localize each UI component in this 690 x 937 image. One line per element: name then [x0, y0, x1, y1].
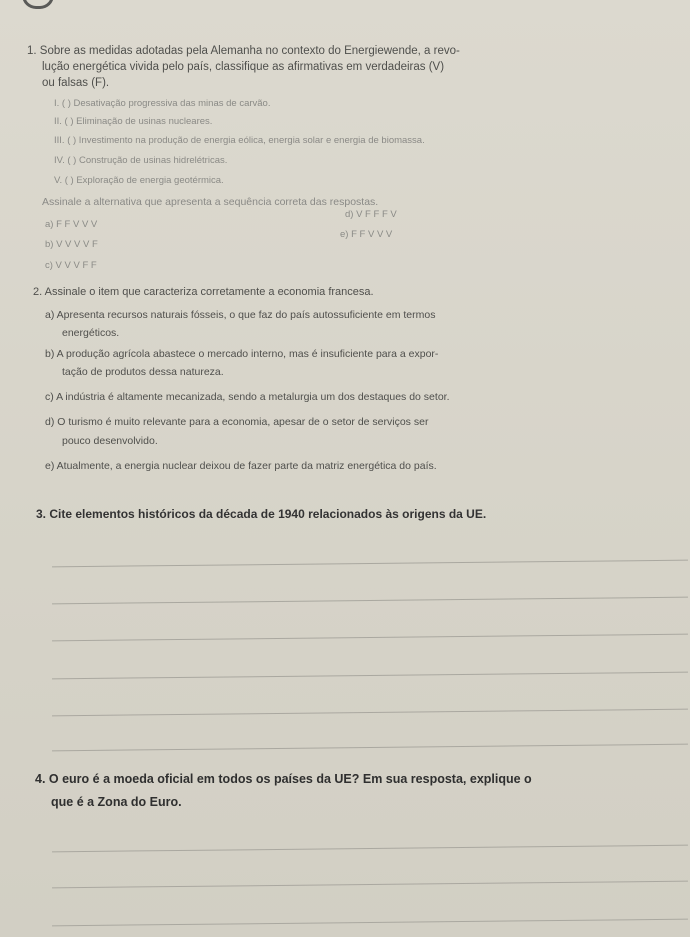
q1-option-a: a) F F V V V	[45, 219, 98, 230]
q1-stem-line1: 1. Sobre as medidas adotadas pela Alemanha no contexto do Energiewende, a revo-	[27, 45, 460, 57]
q2-stem: 2. Assinale o item que caracteriza corretamente a economia francesa.	[33, 286, 374, 298]
q2-option-d-line2: pouco desenvolvido.	[62, 435, 158, 447]
q3-answer-line-2[interactable]	[52, 597, 688, 605]
q2-option-a-line2: energéticos.	[62, 327, 120, 339]
q2-option-c: c) A indústria é altamente mecanizada, sendo a metalurgia um dos destaques do setor.	[45, 391, 450, 403]
q4-answer-line-3[interactable]	[52, 919, 688, 927]
q2-option-b-line2: tação de produtos dessa natureza.	[62, 366, 224, 378]
q1-option-e: e) F F V V V	[340, 229, 393, 240]
q4-stem-line2: que é a Zona do Euro.	[51, 795, 182, 809]
q4-stem-line1: 4. O euro é a moeda oficial em todos os países da UE? Em sua resposta, explique o	[35, 772, 532, 786]
q1-option-d: d) V F F F V	[345, 209, 397, 220]
q3-answer-line-1[interactable]	[52, 560, 688, 568]
q1-stem-line3: ou falsas (F).	[42, 77, 110, 89]
q1-item-1: I. ( ) Desativação progressiva das minas de carvão.	[54, 98, 271, 109]
q1-item-2: II. ( ) Eliminação de usinas nucleares.	[54, 116, 213, 127]
q3-answer-line-6[interactable]	[52, 744, 688, 752]
q3-answer-line-5[interactable]	[52, 709, 688, 717]
scribble-mark	[22, 0, 54, 9]
q2-option-e: e) Atualmente, a energia nuclear deixou de fazer parte da matriz energética do país.	[45, 460, 437, 472]
q2-option-b-line1: b) A produção agrícola abastece o mercado interno, mas é insuficiente para a expor-	[45, 348, 439, 360]
q1-option-b: b) V V V V F	[45, 239, 98, 250]
q3-answer-line-3[interactable]	[52, 634, 688, 642]
q1-instruction: Assinale a alternativa que apresenta a sequência correta das respostas.	[42, 196, 379, 208]
q3-answer-line-4[interactable]	[52, 672, 688, 680]
q3-stem: 3. Cite elementos históricos da década de 1940 relacionados às origens da UE.	[36, 507, 487, 521]
q1-stem-line2: lução energética vivida pelo país, classifique as afirmativas em verdadeiras (V)	[42, 61, 445, 73]
q2-option-d-line1: d) O turismo é muito relevante para a economia, apesar de o setor de serviços ser	[45, 416, 429, 428]
q4-answer-line-1[interactable]	[52, 845, 688, 853]
q2-option-a-line1: a) Apresenta recursos naturais fósseis, o que faz do país autossuficiente em termos	[45, 309, 436, 321]
q1-item-4: IV. ( ) Construção de usinas hidrelétricas.	[54, 155, 228, 166]
q4-answer-line-2[interactable]	[52, 881, 688, 889]
q1-item-3: III. ( ) Investimento na produção de energia eólica, energia solar e energia de biomassa.	[54, 135, 425, 146]
q1-option-c: c) V V V F F	[45, 260, 97, 271]
q1-item-5: V. ( ) Exploração de energia geotérmica.	[54, 175, 224, 186]
